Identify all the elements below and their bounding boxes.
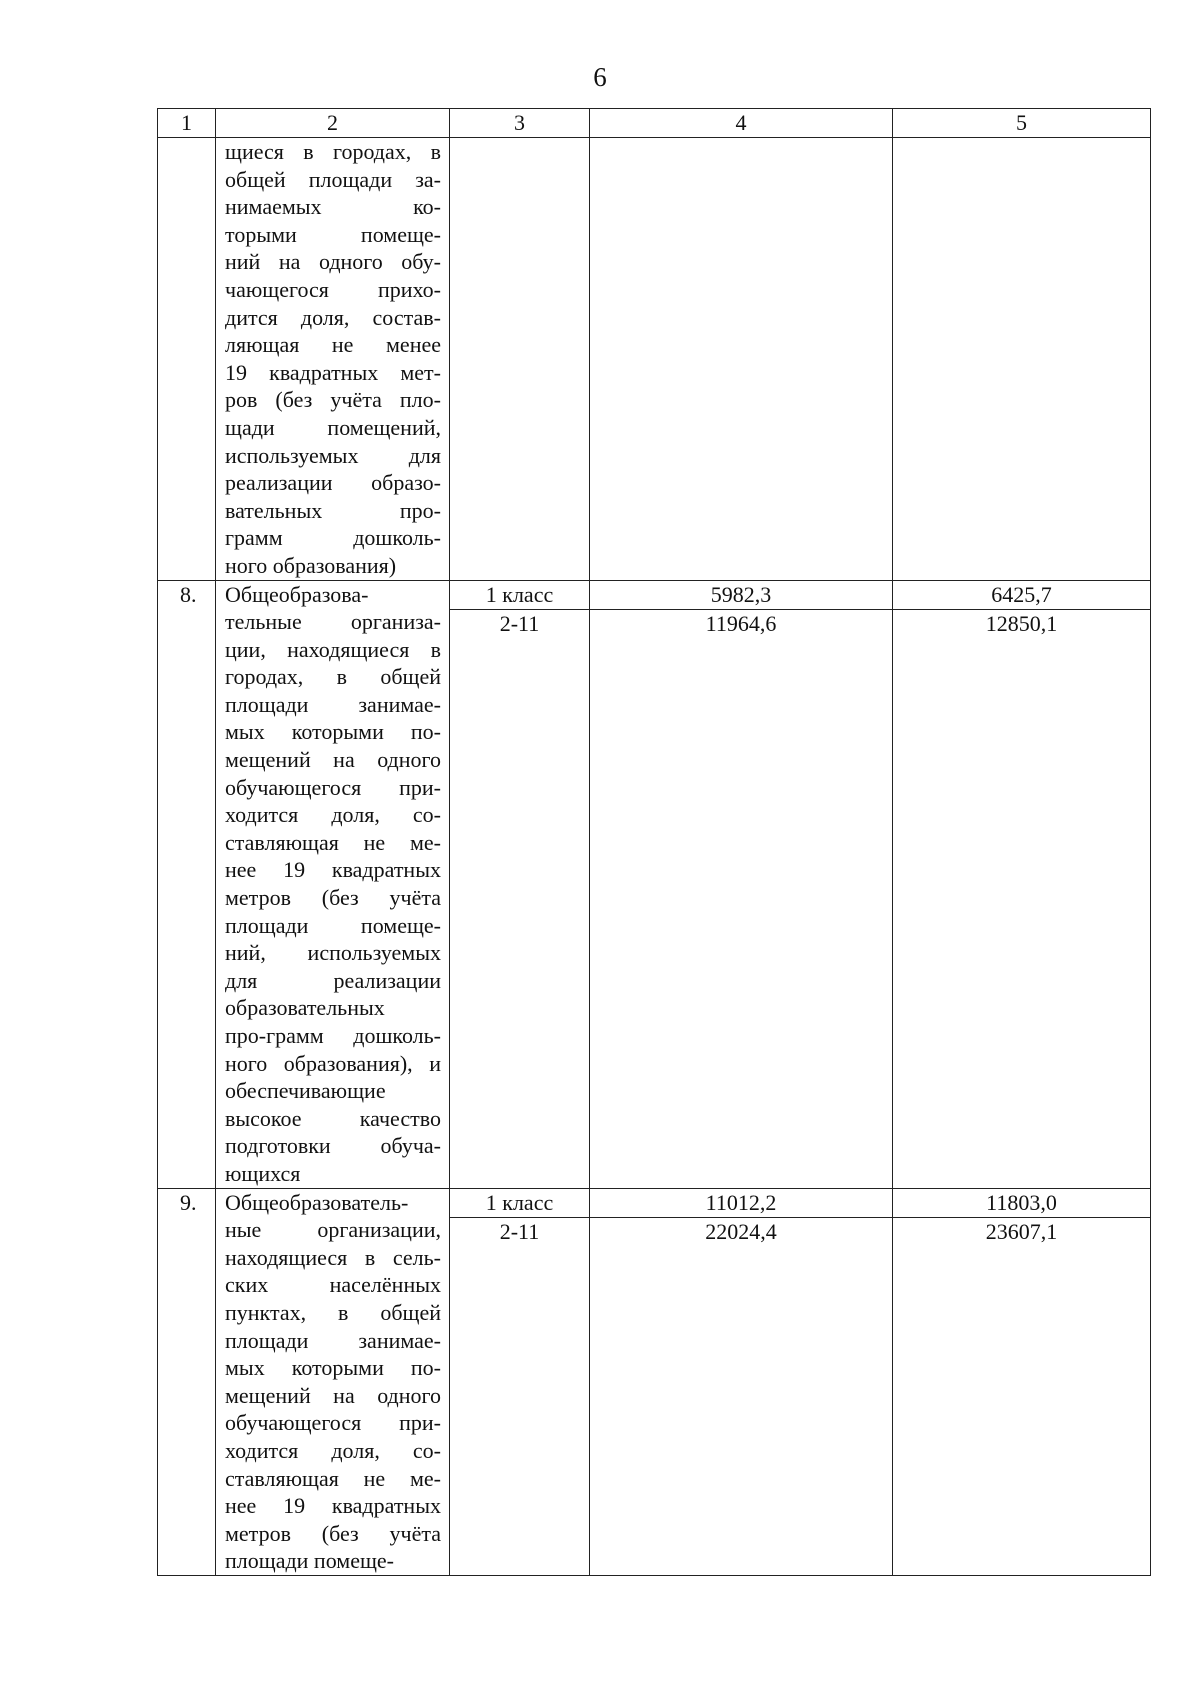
description-line: метров (без учёта: [225, 1520, 441, 1546]
description-line: ходится доля, со-: [225, 1437, 441, 1463]
description-line: нимаемых ко-: [225, 194, 441, 220]
description-line: площади занимае-: [225, 691, 441, 717]
description-line: ющихся: [225, 1160, 301, 1186]
description-line: торыми помеще-: [225, 221, 441, 247]
page-number: 6: [593, 62, 607, 92]
description-line: площади помеще-: [225, 912, 441, 938]
value-cell-col5: [893, 1188, 1151, 1575]
description-line: Общеобразова-: [225, 581, 369, 607]
description-line: мых которыми по-: [225, 1355, 441, 1381]
description-line: метров (без учёта: [225, 885, 441, 911]
description-line: площади занимае-: [225, 1327, 441, 1353]
row-number: 9.: [158, 1188, 216, 1575]
row-number: [158, 138, 216, 581]
row-description: [216, 138, 450, 581]
col5-value: 11803,0: [893, 1189, 1150, 1218]
description-line: щади помещений,: [225, 414, 441, 440]
description-line: используемых для: [225, 442, 441, 468]
grade-value: 2-11: [499, 610, 540, 636]
col5-value: 12850,1: [985, 610, 1058, 636]
description-line: для реализации: [225, 967, 441, 993]
description-line: ции, находящиеся в: [225, 636, 441, 662]
row-number: 8.: [158, 580, 216, 1188]
column-header: 2: [216, 109, 450, 138]
description-line: про-грамм дошколь-: [225, 1023, 441, 1048]
description-line: нее 19 квадратных: [225, 857, 441, 883]
description-line: ные организации,: [225, 1217, 441, 1243]
description-line: вательных про-: [225, 497, 441, 523]
description-line: мых которыми по-: [225, 719, 441, 745]
table-row: [158, 580, 1151, 1188]
description-line: общей площади за-: [225, 166, 441, 192]
description-line: ских населённых: [225, 1272, 441, 1298]
description-line: ляющая не менее: [225, 332, 441, 358]
grade-value: 1 класс: [450, 581, 589, 610]
column-header: 4: [590, 109, 893, 138]
value-cell-col4: [590, 138, 893, 581]
description-line: чающегося прихо-: [225, 276, 441, 302]
description-line: ний, используемых: [225, 940, 441, 966]
grade-value: 2-11: [499, 1218, 540, 1244]
description-line: ного образования): [225, 552, 397, 578]
description-line: тельные организа-: [225, 609, 441, 635]
row-description: [216, 580, 450, 1188]
value-cell-col4: [590, 1188, 893, 1575]
description-line: высокое качество: [225, 1105, 441, 1131]
description-line: обеспечивающие: [225, 1078, 386, 1104]
description-line: пунктах, в общей: [225, 1299, 441, 1325]
description-line: дится доля, состав-: [225, 304, 441, 330]
table-row: [158, 138, 1151, 581]
grade-cell: [450, 1188, 590, 1575]
col4-value: 11964,6: [705, 610, 777, 636]
grade-cell: [450, 138, 590, 581]
column-header: 3: [450, 109, 590, 138]
description-line: нее 19 квадратных: [225, 1493, 441, 1519]
description-line: площади помеще-: [225, 1548, 394, 1574]
col4-value: 5982,3: [590, 581, 892, 610]
grade-cell: [450, 580, 590, 1188]
description-line: обучающегося при-: [225, 774, 441, 800]
description-line: подготовки обуча-: [225, 1133, 441, 1159]
description-line: обучающегося при-: [225, 1410, 441, 1436]
description-line: городах, в общей: [225, 664, 441, 690]
table-row: [158, 1188, 1151, 1575]
value-cell-col5: [893, 138, 1151, 581]
description-line: ний на одного обу-: [225, 249, 441, 275]
description-line: ставляющая не ме-: [225, 829, 441, 855]
col5-value: 23607,1: [985, 1218, 1058, 1244]
description-line: 19 квадратных мет-: [225, 359, 441, 385]
description-line: ров (без учёта пло-: [225, 387, 441, 413]
col5-value: 6425,7: [893, 581, 1150, 610]
description-line: реализации образо-: [225, 470, 441, 496]
column-header: 5: [893, 109, 1151, 138]
description-line: ходится доля, со-: [225, 802, 441, 828]
description-line: ставляющая не ме-: [225, 1465, 441, 1491]
description-line: мещений на одного: [225, 1382, 441, 1408]
table-header-row: [158, 109, 1151, 138]
description-line: образовательных: [225, 995, 385, 1021]
description-line: находящиеся в сель-: [225, 1244, 441, 1270]
col4-value: 11012,2: [590, 1189, 892, 1218]
col4-value: 22024,4: [705, 1218, 777, 1244]
data-table: [157, 108, 1151, 1576]
value-cell-col4: [590, 580, 893, 1188]
description-line: щиеся в городах, в: [225, 139, 441, 164]
description-line: Общеобразователь-: [225, 1189, 409, 1215]
row-description: [216, 1188, 450, 1575]
description-line: ного образования), и: [225, 1050, 441, 1076]
description-line: грамм дошколь-: [225, 525, 441, 551]
value-cell-col5: [893, 580, 1151, 1188]
grade-value: 1 класс: [450, 1189, 589, 1218]
column-header: 1: [158, 109, 216, 138]
description-line: мещений на одного: [225, 747, 441, 773]
